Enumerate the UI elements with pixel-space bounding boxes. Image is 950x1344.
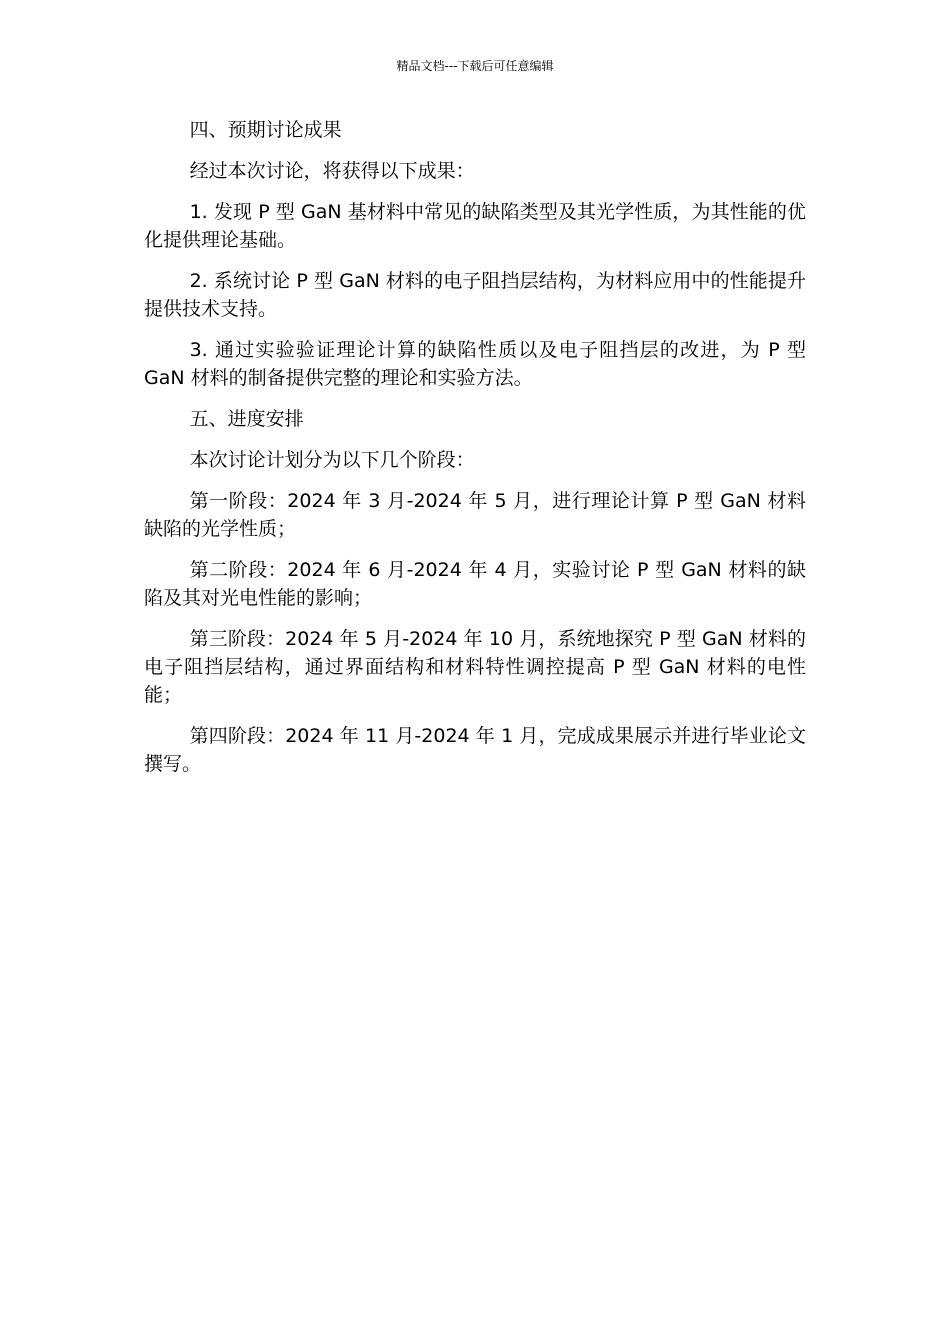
document-body bbox=[144, 116, 806, 791]
section-heading-expected-results: 四、预期讨论成果 bbox=[189, 119, 342, 141]
schedule-stage-1: 第一阶段：2024 年 3 月-2024 年 5 月，进行理论计算 P 型 GaN 材料缺陷的光学性质； bbox=[144, 490, 806, 540]
schedule-intro: 本次讨论计划分为以下几个阶段： bbox=[189, 449, 475, 471]
schedule-stage-2: 第二阶段：2024 年 6 月-2024 年 4 月，实验讨论 P 型 GaN 材料的缺陷及其对光电性能的影响； bbox=[144, 559, 806, 609]
page-header: 精品文档---下载后可任意编辑 bbox=[396, 59, 554, 73]
schedule-stage-3: 第三阶段：2024 年 5 月-2024 年 10 月，系统地探究 P 型 GaN 材料的电子阻挡层结构，通过界面结构和材料特性调控提高 P 型 GaN 材料的电性能； bbox=[144, 628, 806, 706]
section-heading-schedule: 五、进度安排 bbox=[189, 408, 304, 430]
result-item-1: 1. 发现 P 型 GaN 基材料中常见的缺陷类型及其光学性质，为其性能的优化提供理论基础。 bbox=[144, 201, 806, 251]
result-item-2: 2. 系统讨论 P 型 GaN 材料的电子阻挡层结构，为材料应用中的性能提升提供技术支持。 bbox=[144, 270, 806, 320]
results-intro: 经过本次讨论，将获得以下成果： bbox=[189, 160, 475, 182]
result-item-3: 3. 通过实验验证理论计算的缺陷性质以及电子阻挡层的改进，为 P 型 GaN 材料的制备提供完整的理论和实验方法。 bbox=[144, 339, 806, 389]
schedule-stage-4: 第四阶段：2024 年 11 月-2024 年 1 月，完成成果展示并进行毕业论文撰写。 bbox=[144, 725, 806, 775]
